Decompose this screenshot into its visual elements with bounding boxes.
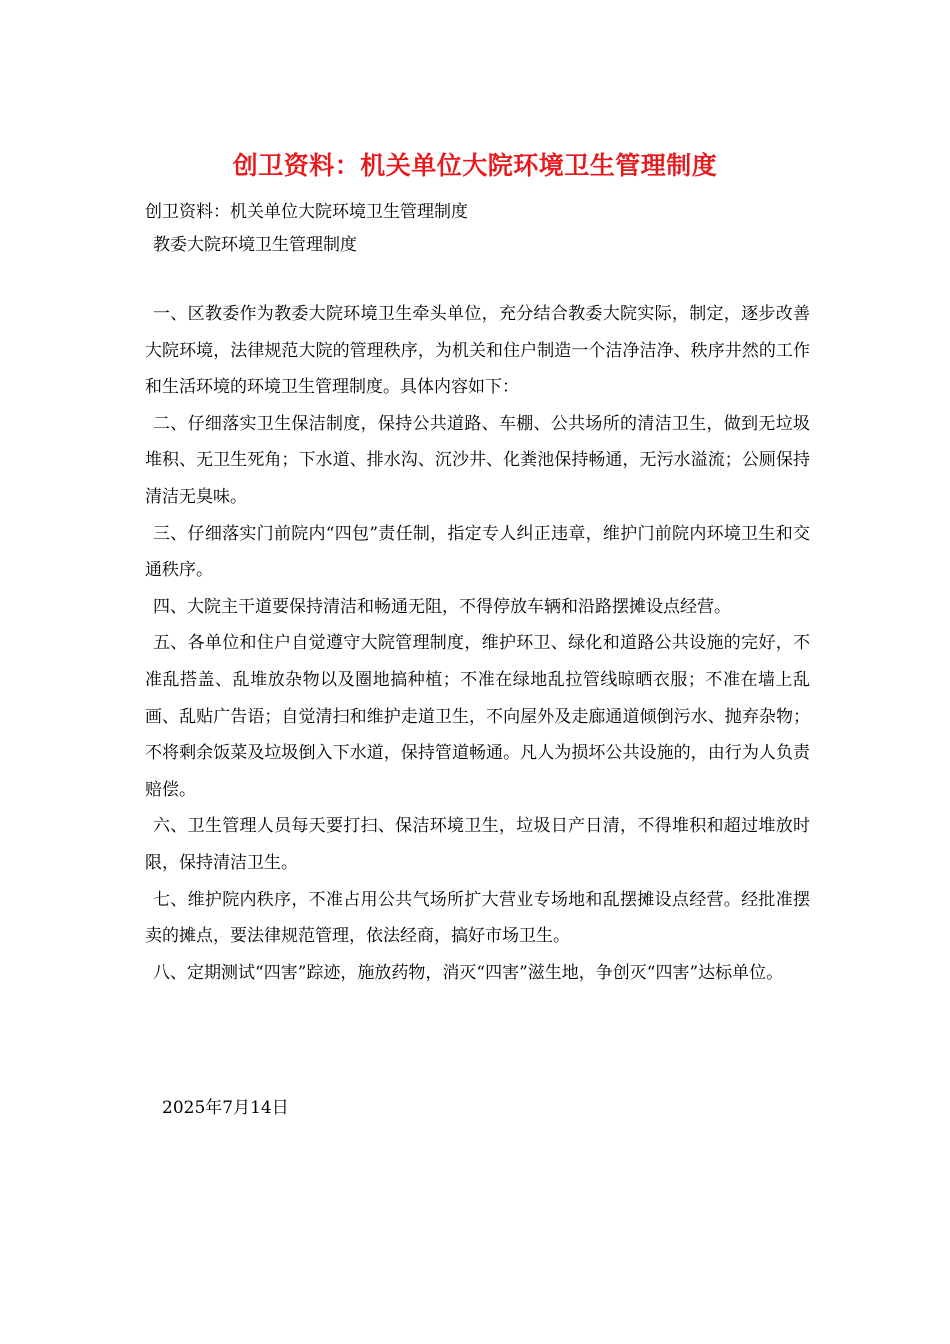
document-section-heading: 教委大院环境卫生管理制度 xyxy=(153,235,357,255)
paragraph-3: 三、仔细落实门前院内“四包”责任制，指定专人纠正违章，维护门前院内环境卫生和交通秩序。 xyxy=(145,523,810,581)
paragraph-1: 一、区教委作为教委大院环境卫生牵头单位，充分结合教委大院实际，制定，逐步改善大院环境，法律规范大院的管理秩序，为机关和住户制造一个洁净洁净、秩序井然的工作和生活环境的环境卫生管理制度。具体内容如下： xyxy=(145,304,810,398)
paragraph-6: 六、卫生管理人员每天要打扫、保洁环境卫生，垃圾日产日清，不得堆积和超过堆放时限，保持清洁卫生。 xyxy=(145,816,810,873)
paragraph-7: 七、维护院内秩序，不准占用公共气场所扩大营业专场地和乱摆摊设点经营。经批准摆卖的摊点，要法律规范管理，依法经商，搞好市场卫生。 xyxy=(145,889,810,947)
paragraph-2: 二、仔细落实卫生保洁制度，保持公共道路、车棚、公共场所的清洁卫生，做到无垃圾堆积、无卫生死角；下水道、排水沟、沉沙井、化粪池保持畅通，无污水溢流；公厕保持清洁无臭味。 xyxy=(145,413,810,507)
document-body xyxy=(145,296,810,991)
paragraph-8: 八、定期测试“四害”踪迹，施放药物，消灭“四害”滋生地，争创灭“四害”达标单位。 xyxy=(153,962,784,983)
paragraph-4: 四、大院主干道要保持清洁和畅通无阻，不得停放车辆和沿路摆摊设点经营。 xyxy=(153,596,731,617)
document-subtitle: 创卫资料：机关单位大院环境卫生管理制度 xyxy=(145,202,468,222)
document-date: 2025年7月14日 xyxy=(162,1098,289,1118)
document-title: 创卫资料：机关单位大院环境卫生管理制度 xyxy=(232,151,718,180)
paragraph-5: 五、各单位和住户自觉遵守大院管理制度，维护环卫、绿化和道路公共设施的完好，不准乱搭盖、乱堆放杂物以及圈地搞种植；不准在绿地乱拉管线晾晒衣服；不准在墙上乱画、乱贴广告语；自觉清扫和维护走道卫生，不向屋外及走廊通道倾倒污水、抛弃杂物；不将剩余饭菜及垃圾倒入下水道，保持管道畅通。凡人为损坏公共设施的，由行为人负责赔偿。 xyxy=(145,633,810,800)
